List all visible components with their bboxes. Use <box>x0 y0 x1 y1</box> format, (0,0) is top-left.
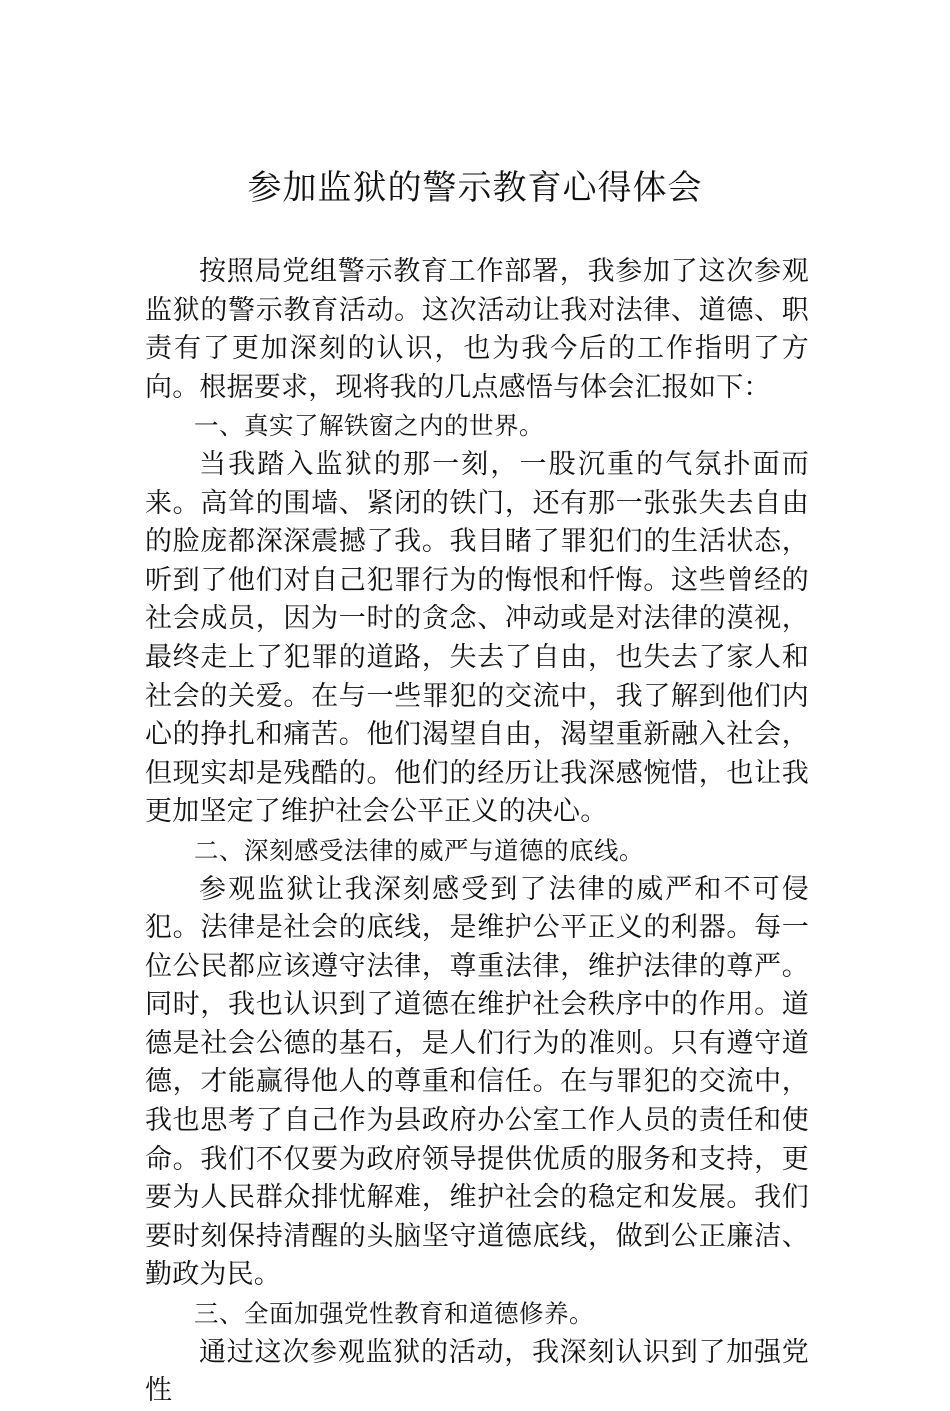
section-2-paragraph: 参观监狱让我深刻感受到了法律的威严和不可侵犯。法律是社会的底线，是维护公平正义的利器。每一位公民都应该遵守法律，尊重法律，维护法律的尊严。同时，我也认识到了道德在维护社会秩序中的作用。道德是社会公德的基石，是人们行为的准则。只有遵守道德，才能赢得他人的尊重和信任。在与罪犯的交流中，我也思考了自己作为县政府办公室工作人员的责任和使命。我们不仅要为政府领导提供优质的服务和支持，更要为人民群众排忧解难，维护社会的稳定和发展。我们要时刻保持清醒的头脑坚守道德底线，做到公正廉洁、勤政为民。 <box>145 873 809 1291</box>
intro-paragraph: 按照局党组警示教育工作部署，我参加了这次参观监狱的警示教育活动。这次活动让我对法律、道德、职责有了更加深刻的认识，也为我今后的工作指明了方向。根据要求，现将我的几点感悟与体会汇报如下： <box>145 256 809 403</box>
document-title: 参加监狱的警示教育心得体会 <box>247 168 703 208</box>
section-heading-2: 二、深刻感受法律的威严与道德的底线。 <box>194 835 644 865</box>
document-body <box>145 253 809 1411</box>
section-heading-3: 三、全面加强党性教育和道德修养。 <box>194 1299 594 1329</box>
section-1-paragraph: 当我踏入监狱的那一刻，一股沉重的气氛扑面而来。高耸的围墙、紧闭的铁门，还有那一张张失去自由的脸庞都深深震撼了我。我目睹了罪犯们的生活状态，听到了他们对自己犯罪行为的悔恨和忏悔。这些曾经的社会成员，因为一时的贪念、冲动或是对法律的漠视，最终走上了犯罪的道路，失去了自由，也失去了家人和社会的关爱。在与一些罪犯的交流中，我了解到他们内心的挣扎和痛苦。他们渴望自由，渴望重新融入社会，但现实却是残酷的。他们的经历让我深感惋惜，也让我更加坚定了维护社会公平正义的决心。 <box>145 448 809 828</box>
section-heading-1: 一、真实了解铁窗之内的世界。 <box>194 411 544 441</box>
section-3-paragraph: 通过这次参观监狱的活动，我深刻认识到了加强党性 <box>145 1336 809 1407</box>
